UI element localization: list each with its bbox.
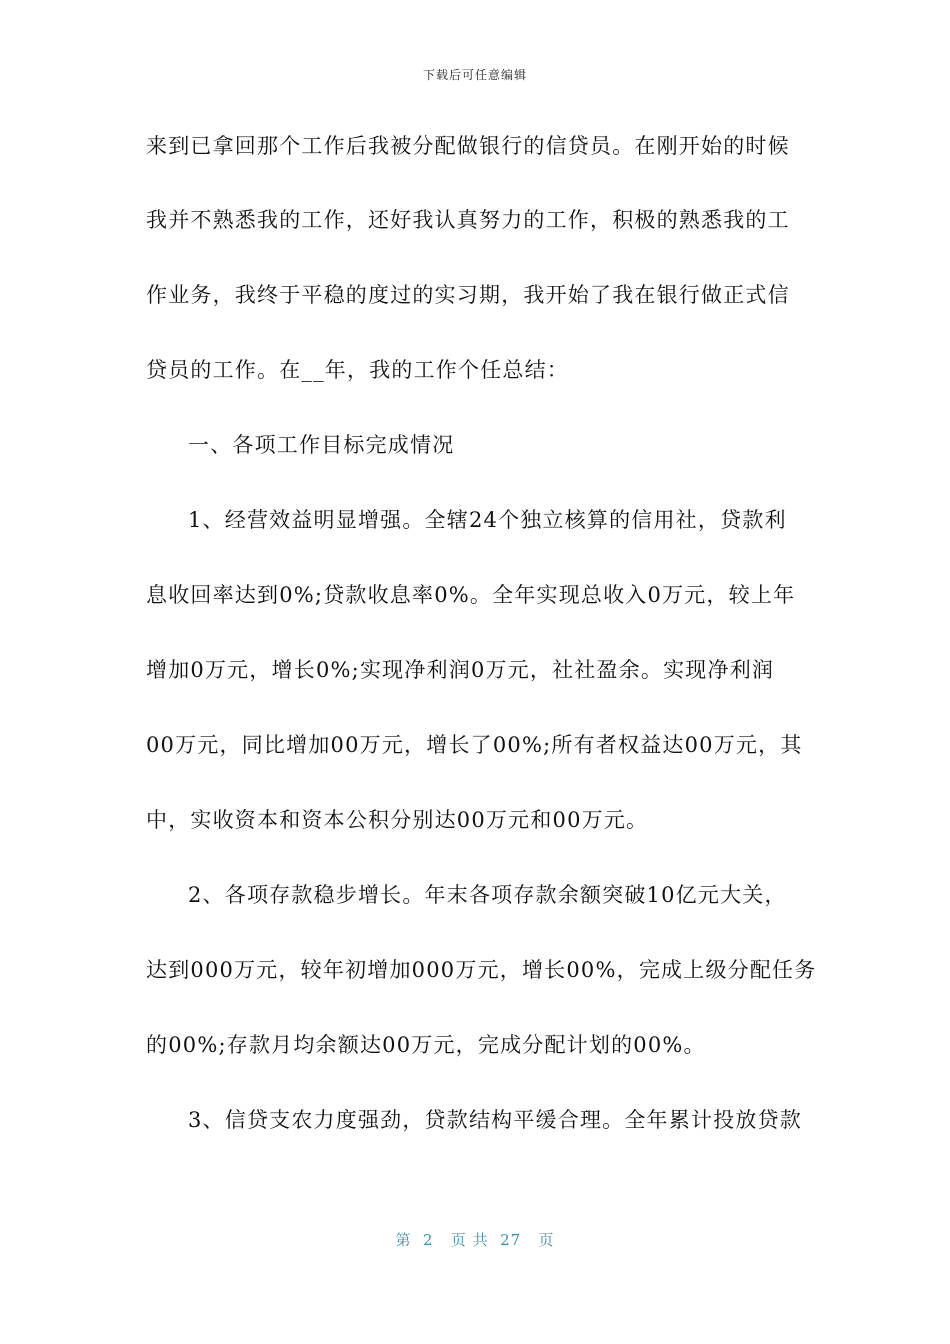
section-heading: 一、各项工作目标完成情况	[188, 433, 455, 457]
body-line: 来到已拿回那个工作后我被分配做银行的信贷员。在刚开始的时候	[146, 134, 790, 158]
body-line: 1、经营效益明显增强。全辖24个独立核算的信用社，贷款利	[188, 508, 787, 532]
page-number-footer: 第 2 页 共 27 页	[395, 1231, 555, 1249]
page-header: 下载后可任意编辑	[422, 68, 527, 82]
body-line: 作业务，我终于平稳的度过的实习期，我开始了我在银行做正式信	[146, 283, 790, 307]
body-line: 的00%;存款月均余额达00万元，完成分配计划的00%。	[146, 1033, 706, 1057]
body-line: 达到000万元，较年初增加000万元，增长00%，完成上级分配任务	[146, 958, 817, 982]
body-line: 3、信贷支农力度强劲，贷款结构平缓合理。全年累计投放贷款	[188, 1108, 802, 1132]
body-line: 00万元，同比增加00万元，增长了00%;所有者权益达00万元，其	[146, 733, 803, 757]
body-line: 我并不熟悉我的工作，还好我认真努力的工作，积极的熟悉我的工	[146, 208, 790, 232]
body-line: 息收回率达到0%;贷款收息率0%。全年实现总收入0万元，较上年	[146, 583, 796, 607]
body-line: 贷员的工作。在__年，我的工作个任总结：	[146, 358, 569, 382]
body-line: 2、各项存款稳步增长。年末各项存款余额突破10亿元大关，	[188, 883, 787, 907]
body-line: 中，实收资本和资本公积分别达00万元和00万元。	[146, 808, 649, 832]
body-line: 增加0万元，增长0%;实现净利润0万元，社社盈余。实现净利润	[146, 658, 775, 682]
